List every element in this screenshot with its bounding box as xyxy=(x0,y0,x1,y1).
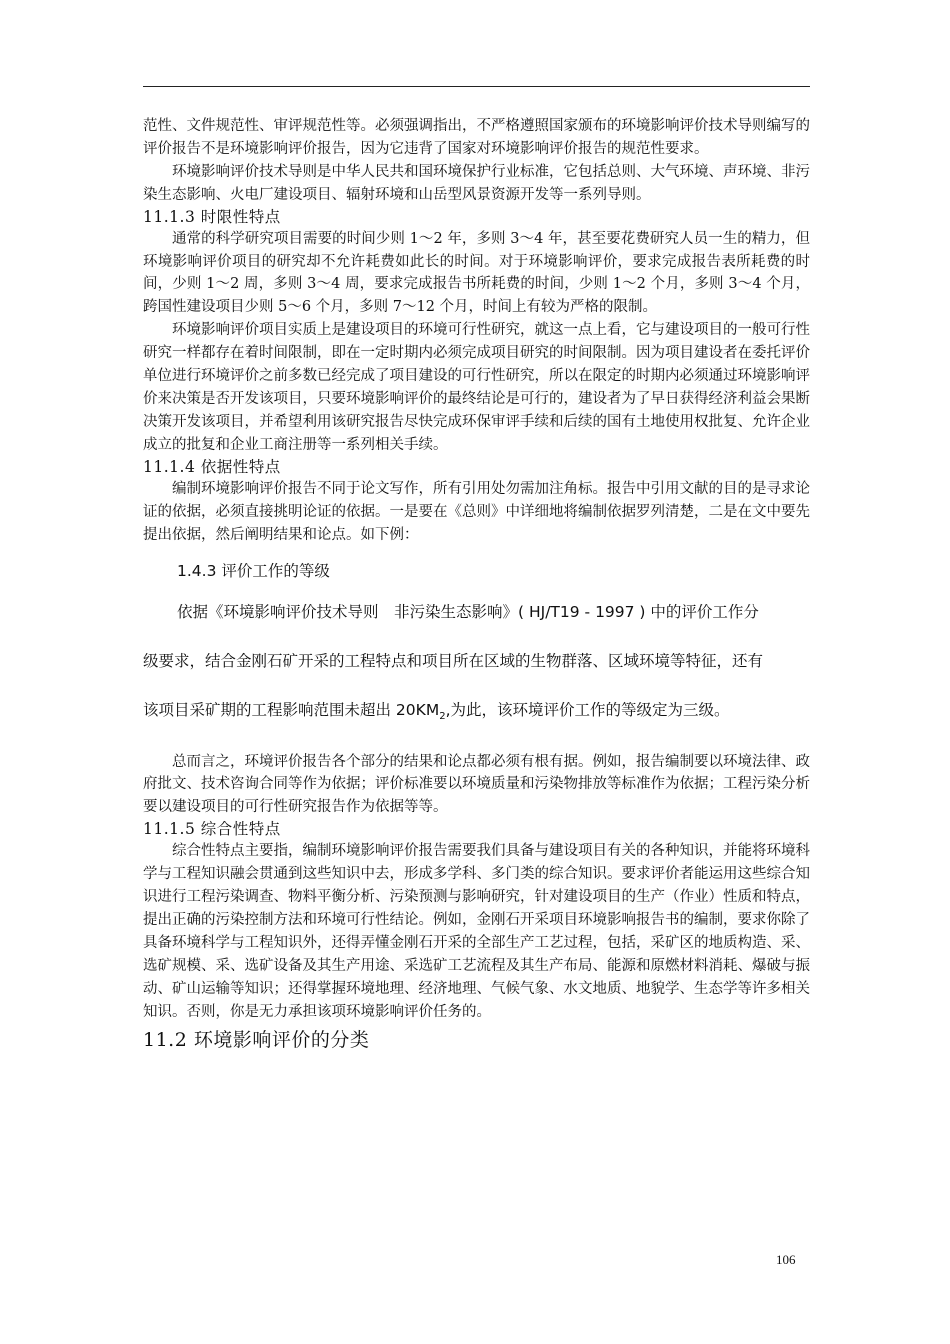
header-rule xyxy=(143,86,810,87)
paragraph: 环境影响评价技术导则是中华人民共和国环境保护行业标准，它包括总则、大气环境、声环境、非污染生态影响、火电厂建设项目、辐射环境和山岳型风景资源开发等一系列导则。 xyxy=(143,163,810,203)
example-line xyxy=(143,699,810,728)
example-line-text: ,为此，该环境评价工作的等级定为三级。 xyxy=(445,701,730,720)
page-body xyxy=(143,115,810,1053)
paragraph: 通常的科学研究项目需要的时间少则 1～2 年，多则 3～4 年，甚至要花费研究人员一生的精力，但环境影响评价项目的研究却不允许耗费如此长的时间。对于环境影响评价，要求完成报告表所耗费的时间，少则 1～2 周，多则 3～4 周，要求完成报告书所耗费的时间，少则 1～2 个月，多则 3～4 个月，跨国性建设项目少则 5～6 个月，多则 7～12 个月，时间上有较为严格的限制。 xyxy=(143,230,810,316)
section-heading-11-1-3: 11.1.3 时限性特点 xyxy=(143,207,281,226)
section-heading-11-2: 11.2 环境影响评价的分类 xyxy=(143,1029,370,1052)
example-heading: 1.4.3 评价工作的等级 xyxy=(177,562,330,581)
paragraph: 编制环境影响评价报告不同于论文写作，所有引用处勿需加注角标。报告中引用文献的目的是寻求论证的依据，必须直接挑明论证的依据。一是要在《总则》中详细地将编制依据罗列清楚，二是在文中要先提出依据，然后阐明结果和论点。如下例： xyxy=(143,480,810,543)
example-line-text: 该项目采矿期的工程影响范围未超出 20KM xyxy=(143,701,440,720)
paragraph: 环境影响评价项目实质上是建设项目的环境可行性研究，就这一点上看，它与建设项目的一般可行性研究一样都存在着时间限制，即在一定时期内必须完成项目研究的时间限制。因为项目建设者在委托评价单位进行环境评价之前多数已经完成了项目建设的可行性研究，所以在限定的时期内必须通过环境影响评价来决策是否开发该项目，只要环境影响评价的最终结论是可行的，建设者为了早日获得经济利益会果断决策开发该项目，并希望利用该研究报告尽快完成环保审评手续和后续的国有土地使用权批复、允许企业成立的批复和企业工商注册等一系列相关手续。 xyxy=(143,322,810,453)
example-line: 级要求，结合金刚石矿开采的工程特点和项目所在区域的生物群落、区域环境等特征，还有 xyxy=(143,652,764,671)
page-number: 106 xyxy=(776,1252,796,1267)
subscript: 2 xyxy=(439,711,446,723)
paragraph: 范性、文件规范性、审评规范性等。必须强调指出，不严格遵照国家颁布的环境影响评价技术导则编写的评价报告不是环境影响评价报告，因为它违背了国家对环境影响评价报告的规范性要求。 xyxy=(143,118,810,157)
example-line: 依据《环境影响评价技术导则 非污染生态影响》( HJ/T19 - 1997 ) 中的评价工作分 xyxy=(177,603,759,622)
paragraph: 综合性特点主要指，编制环境影响评价报告需要我们具备与建设项目有关的各种知识，并能将环境科学与工程知识融会贯通到这些知识中去，形成多学科、多门类的综合知识。要求评价者能运用这些综合知识进行工程污染调查、物料平衡分析、污染预测与影响研究，针对建设项目的生产（作业）性质和特点，提出正确的污染控制方法和环境可行性结论。例如，金刚石开采项目环境影响报告书的编制，要求你除了具备环境科学与工程知识外，还得弄懂金刚石开采的全部生产工艺过程，包括，采矿区的地质构造、采、选矿规模、采、选矿设备及其生产用途、采选矿工艺流程及其生产布局、能源和原燃材料消耗、爆破与振动、矿山运输等知识；还得掌握环境地理、经济地理、气候气象、水文地质、地貌学、生态学等许多相关知识。否则，你是无力承担该项环境影响评价任务的。 xyxy=(143,843,810,1020)
quoted-example xyxy=(143,560,810,728)
paragraph: 总而言之，环境评价报告各个部分的结果和论点都必须有根有据。例如，报告编制要以环境法律、政府批文、技术咨询合同等作为依据；评价标准要以环境质量和污染物排放等标准作为依据；工程污染分析要以建设项目的可行性研究报告作为依据等等。 xyxy=(143,753,810,816)
section-heading-11-1-5: 11.1.5 综合性特点 xyxy=(143,820,281,839)
section-heading-11-1-4: 11.1.4 依据性特点 xyxy=(143,457,281,476)
